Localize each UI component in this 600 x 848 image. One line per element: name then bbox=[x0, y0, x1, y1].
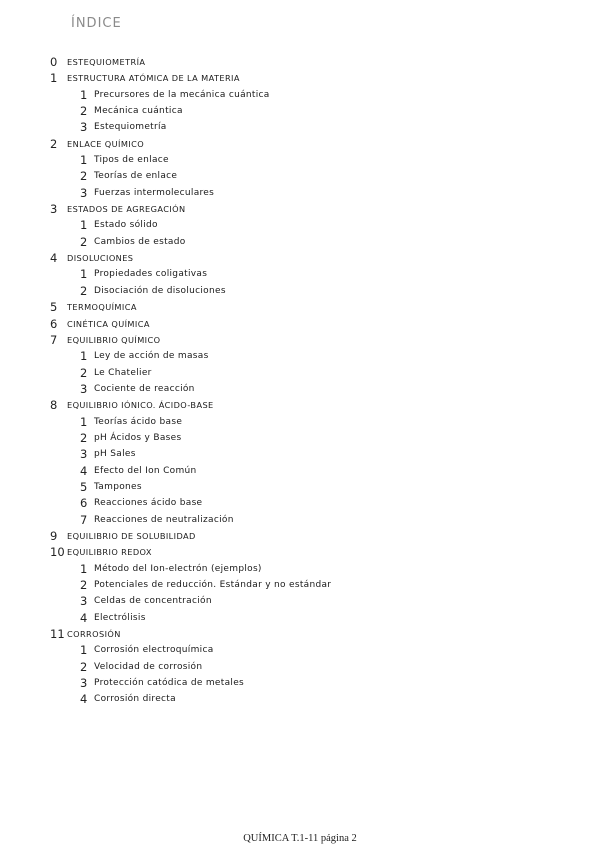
toc-number: 10 bbox=[50, 545, 65, 560]
toc-label: TERMOQUÍMICA bbox=[67, 302, 137, 313]
toc-number: 1 bbox=[50, 71, 58, 86]
toc-number: 1 bbox=[80, 218, 88, 233]
toc-subsection bbox=[0, 217, 600, 233]
toc-subsection bbox=[0, 691, 600, 707]
toc-label: Electrólisis bbox=[94, 612, 146, 623]
toc-number: 4 bbox=[80, 692, 88, 707]
toc-number: 3 bbox=[50, 202, 58, 217]
toc-label: Potenciales de reducción. Estándar y no estándar bbox=[94, 580, 332, 590]
toc-subsection bbox=[0, 561, 600, 577]
toc-label: EQUILIBRIO QUÍMICO bbox=[67, 334, 161, 345]
toc-subsection bbox=[0, 463, 600, 479]
toc-number: 8 bbox=[50, 398, 58, 413]
toc-number: 2 bbox=[80, 234, 88, 249]
toc-number: 3 bbox=[80, 447, 88, 462]
toc-subsection bbox=[0, 168, 600, 184]
toc-number: 2 bbox=[80, 283, 88, 298]
toc-label: Estado sólido bbox=[94, 220, 158, 231]
toc-subsection bbox=[0, 348, 600, 364]
toc-number: 7 bbox=[50, 332, 58, 347]
toc-label: Celdas de concentración bbox=[94, 596, 212, 607]
toc-label: Cociente de reacción bbox=[94, 383, 195, 394]
toc-label: Teorías ácido base bbox=[94, 416, 183, 427]
toc-subsection bbox=[0, 675, 600, 691]
toc-number: 1 bbox=[80, 267, 88, 282]
toc-subsection bbox=[0, 381, 600, 397]
toc-label: Reacciones ácido base bbox=[94, 498, 203, 509]
toc-number: 3 bbox=[80, 185, 88, 200]
toc-chapter bbox=[0, 544, 600, 560]
toc-label: Corrosión directa bbox=[94, 694, 176, 705]
toc-subsection bbox=[0, 659, 600, 675]
toc-label: Cambios de estado bbox=[94, 236, 186, 247]
toc-number: 0 bbox=[50, 55, 58, 69]
toc-subsection bbox=[0, 593, 600, 609]
table-of-contents bbox=[0, 54, 600, 708]
toc-chapter bbox=[0, 70, 600, 86]
toc-number: 1 bbox=[80, 153, 88, 168]
toc-label: ENLACE QUÍMICO bbox=[67, 138, 145, 149]
toc-number: 2 bbox=[80, 430, 88, 445]
toc-number: 4 bbox=[80, 463, 88, 478]
toc-number: 6 bbox=[80, 496, 88, 511]
index-title: ÍNDICE bbox=[71, 16, 122, 31]
toc-subsection bbox=[0, 365, 600, 381]
toc-number: 3 bbox=[80, 120, 88, 135]
toc-number: 4 bbox=[50, 251, 58, 266]
toc-label: Ley de acción de masas bbox=[94, 351, 209, 362]
toc-label: Reacciones de neutralización bbox=[94, 514, 234, 525]
toc-number: 6 bbox=[50, 316, 58, 331]
toc-number: 3 bbox=[80, 381, 88, 396]
toc-label: Disociación de disoluciones bbox=[94, 285, 226, 296]
toc-label: CINÉTICA QUÍMICA bbox=[67, 318, 150, 329]
toc-label: pH Ácidos y Bases bbox=[94, 432, 182, 443]
toc-number: 1 bbox=[80, 87, 88, 102]
toc-subsection bbox=[0, 152, 600, 168]
toc-number: 7 bbox=[80, 512, 88, 527]
toc-subsection bbox=[0, 119, 600, 135]
toc-label: CORROSIÓN bbox=[67, 629, 121, 640]
toc-label: Teorías de enlace bbox=[94, 171, 178, 182]
toc-subsection bbox=[0, 512, 600, 528]
toc-label: Fuerzas intermoleculares bbox=[94, 187, 215, 198]
toc-label: ESTRUCTURA ATÓMICA DE LA MATERIA bbox=[67, 73, 240, 84]
toc-number: 1 bbox=[80, 643, 88, 658]
toc-subsection bbox=[0, 234, 600, 250]
toc-subsection bbox=[0, 610, 600, 626]
toc-label: Tampones bbox=[94, 481, 142, 492]
toc-chapter bbox=[0, 397, 600, 413]
toc-subsection bbox=[0, 446, 600, 462]
toc-number: 1 bbox=[80, 349, 88, 364]
toc-label: Velocidad de corrosión bbox=[94, 661, 203, 672]
toc-subsection bbox=[0, 414, 600, 430]
toc-number: 1 bbox=[80, 414, 88, 429]
toc-label: DISOLUCIONES bbox=[67, 253, 134, 264]
toc-label: Mecánica cuántica bbox=[94, 106, 183, 117]
toc-number: 3 bbox=[80, 594, 88, 609]
toc-number: 2 bbox=[80, 104, 88, 119]
toc-subsection bbox=[0, 495, 600, 511]
toc-chapter bbox=[0, 332, 600, 348]
toc-label: EQUILIBRIO DE SOLUBILIDAD bbox=[67, 530, 196, 541]
toc-label: EQUILIBRIO REDOX bbox=[67, 547, 152, 558]
toc-label: Propiedades coligativas bbox=[94, 269, 208, 280]
toc-chapter bbox=[0, 201, 600, 217]
toc-chapter bbox=[0, 626, 600, 642]
toc-number: 2 bbox=[80, 659, 88, 674]
toc-label: EQUILIBRIO IÓNICO. ÁCIDO-BASE bbox=[67, 400, 214, 411]
toc-label: ESTEQUIOMETRÍA bbox=[67, 57, 146, 67]
toc-subsection bbox=[0, 103, 600, 119]
toc-number: 5 bbox=[50, 300, 58, 315]
toc-subsection bbox=[0, 266, 600, 282]
toc-label: Estequiometría bbox=[94, 122, 167, 133]
toc-label: Le Chatelier bbox=[94, 367, 152, 378]
toc-label: Precursores de la mecánica cuántica bbox=[94, 89, 270, 100]
toc-chapter bbox=[0, 299, 600, 315]
toc-number: 2 bbox=[80, 169, 88, 184]
toc-number: 2 bbox=[80, 578, 88, 592]
toc-label: Corrosión electroquímica bbox=[94, 645, 214, 656]
toc-chapter bbox=[0, 250, 600, 266]
toc-label: ESTADOS DE AGREGACIÓN bbox=[67, 204, 186, 215]
toc-subsection bbox=[0, 479, 600, 495]
toc-subsection bbox=[0, 185, 600, 201]
toc-subsection bbox=[0, 577, 600, 593]
toc-chapter bbox=[0, 316, 600, 332]
toc-number: 9 bbox=[50, 528, 58, 543]
toc-subsection bbox=[0, 642, 600, 658]
toc-label: Protección catódica de metales bbox=[94, 678, 245, 689]
toc-number: 5 bbox=[80, 479, 88, 494]
toc-number: 4 bbox=[80, 610, 88, 625]
toc-subsection bbox=[0, 283, 600, 299]
toc-number: 3 bbox=[80, 676, 88, 691]
toc-label: Efecto del Ion Común bbox=[94, 465, 197, 476]
toc-label: Método del Ion-electrón (ejemplos) bbox=[94, 563, 262, 574]
toc-chapter bbox=[0, 136, 600, 152]
toc-number: 2 bbox=[50, 136, 58, 151]
toc-number: 11 bbox=[50, 627, 65, 642]
toc-subsection bbox=[0, 430, 600, 446]
toc-number: 1 bbox=[80, 561, 88, 576]
toc-label: Tipos de enlace bbox=[94, 155, 169, 166]
toc-number: 2 bbox=[80, 365, 88, 380]
toc-subsection bbox=[0, 87, 600, 103]
toc-chapter bbox=[0, 528, 600, 544]
toc-chapter bbox=[0, 54, 600, 70]
toc-label: pH Sales bbox=[94, 449, 136, 460]
page-footer: QUÍMICA T.1-11 página 2 bbox=[243, 833, 357, 844]
